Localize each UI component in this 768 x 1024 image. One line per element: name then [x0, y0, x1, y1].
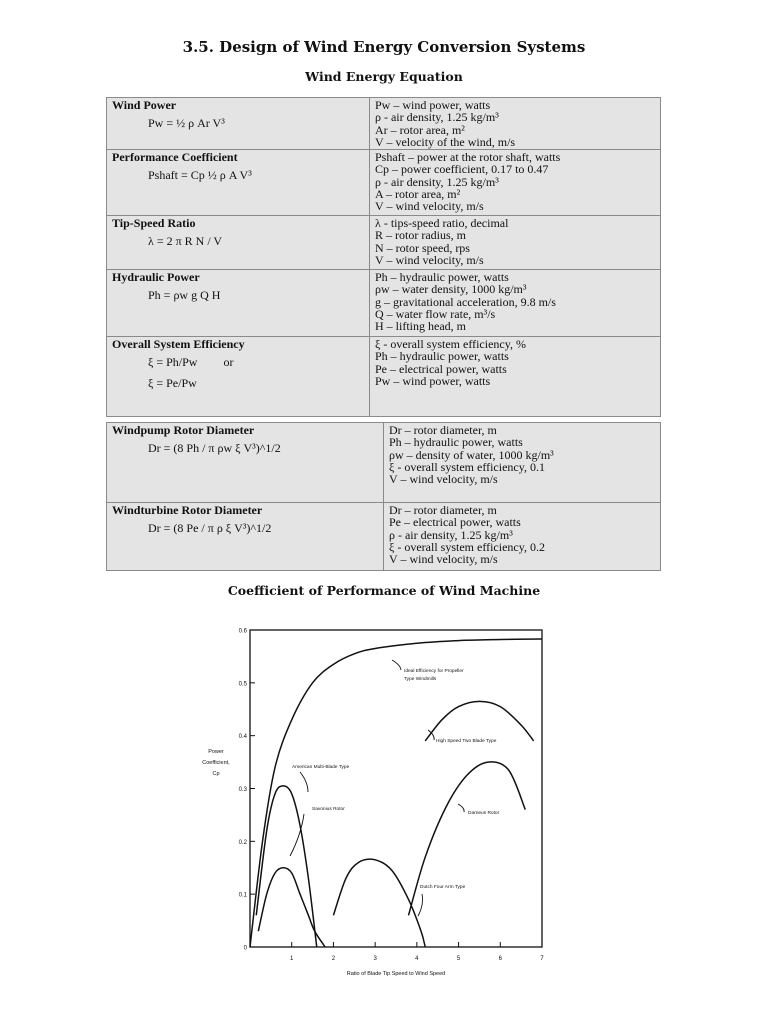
- equation-row: [107, 270, 661, 337]
- variable-definition: Ar – rotor area, m²: [375, 122, 465, 137]
- equation-formula-cell: [107, 98, 370, 150]
- formula-text: Dr = (8 Ph / π ρw ξ V³)^1/2: [148, 441, 281, 456]
- y-tick-label: 0.2: [238, 839, 247, 846]
- equation-formula: [112, 442, 378, 454]
- formula-text: Dr = (8 Pe / π ρ ξ V³)^1/2: [148, 521, 272, 536]
- equation-formula: [112, 356, 364, 368]
- equation-row: [107, 423, 661, 503]
- variable-definition: Ph – hydraulic power, watts: [375, 270, 509, 285]
- formula-text: ξ = Pe/Pw: [148, 375, 197, 390]
- equation-formula-cell: [107, 216, 370, 270]
- variable-definition: V – wind velocity, m/s: [389, 472, 498, 487]
- equation-row: [107, 98, 661, 150]
- chart-annotation: American Multi-Blade Type: [292, 765, 350, 770]
- wind-equation-table: [106, 97, 661, 417]
- variable-definition: Ph – hydraulic power, watts: [389, 435, 523, 450]
- equation-definitions-cell: [370, 98, 661, 150]
- equation-title: Wind Power: [112, 98, 177, 112]
- variable-definition: Pshaft – power at the rotor shaft, watts: [375, 150, 561, 165]
- annotation-leader: [392, 660, 401, 670]
- formula-or-text: or: [223, 355, 234, 370]
- annotation-leader: [300, 772, 308, 792]
- equation-title: Windpump Rotor Diameter: [112, 423, 255, 437]
- formula-text: Pw = ½ ρ Ar V³: [148, 116, 225, 131]
- equation-definitions-cell: [370, 270, 661, 337]
- x-axis-label: Ratio of Blade Tip Speed to Wind Speed: [346, 971, 446, 977]
- variable-definition: V – wind velocity, m/s: [375, 199, 484, 214]
- page-title: 3.5. Design of Wind Energy Conversion Systems: [182, 38, 586, 56]
- annotation-leader: [418, 894, 423, 916]
- x-tick-label: 6: [498, 956, 502, 962]
- y-tick-label: 0.4: [238, 734, 247, 741]
- equation-definitions-cell: [370, 337, 661, 417]
- y-axis-label: Coefficient,: [202, 760, 230, 766]
- equation-formula-cell: [107, 270, 370, 337]
- variable-definition: ξ - overall system efficiency, %: [375, 337, 526, 352]
- equation-formula: [112, 117, 364, 129]
- variable-definition: Dr – rotor diameter, m: [389, 423, 497, 437]
- chart-section-heading: Coefficient of Performance of Wind Machine: [227, 583, 541, 598]
- variable-definition: Cp – power coefficient, 0.17 to 0.47: [375, 162, 549, 177]
- equation-formula: [112, 289, 364, 301]
- series-line: [256, 786, 316, 947]
- equation-formula-cell: [107, 423, 384, 503]
- variable-definition: V – wind velocity, m/s: [375, 253, 484, 268]
- chart-annotation: Savonius Rotor: [312, 807, 345, 812]
- x-tick-label: 4: [415, 956, 419, 962]
- variable-definition: A – rotor area, m²: [375, 187, 461, 202]
- equation-formula: [112, 377, 364, 389]
- x-tick-label: 1: [290, 956, 294, 962]
- y-tick-label: 0.6: [238, 628, 247, 635]
- variable-definition: ξ - overall system efficiency, 0.1: [389, 459, 545, 474]
- equation-title: Performance Coefficient: [112, 150, 238, 165]
- equation-row: [107, 216, 661, 270]
- variable-definition: R – rotor radius, m: [375, 228, 466, 243]
- equation-title: Windturbine Rotor Diameter: [112, 503, 263, 517]
- chart-annotation: Darrieus Rotor: [468, 811, 500, 816]
- y-axis-label: Cp: [212, 771, 220, 777]
- equation-definitions-cell: [370, 216, 661, 270]
- equation-row: [107, 150, 661, 216]
- variable-definition: λ - tips-speed ratio, decimal: [375, 216, 509, 231]
- series-line: [409, 762, 526, 915]
- y-tick-label: 0.1: [238, 892, 247, 899]
- plot-frame: [250, 630, 542, 947]
- variable-definition: V – velocity of the wind, m/s: [375, 134, 516, 149]
- equation-formula-cell: [107, 503, 384, 571]
- formula-text: ξ = Ph/Pw: [148, 355, 198, 370]
- variable-definition: Ph – hydraulic power, watts: [375, 349, 509, 364]
- x-tick-label: 7: [540, 956, 544, 962]
- chart-annotation: Type Windmills: [404, 677, 437, 682]
- equation-definitions-cell: [384, 423, 661, 503]
- variable-definition: Q – water flow rate, m³/s: [375, 307, 496, 322]
- formula-text: Pshaft = Cp ½ ρ A V³: [148, 168, 252, 183]
- chart-annotation: Ideal Efficiency for Propeller: [404, 669, 464, 674]
- variable-definition: Pw – wind power, watts: [375, 374, 491, 389]
- equation-title: Overall System Efficiency: [112, 337, 245, 352]
- equation-title: Tip-Speed Ratio: [112, 216, 196, 231]
- equation-definitions-cell: [370, 150, 661, 216]
- variable-definition: Dr – rotor diameter, m: [389, 503, 497, 517]
- annotation-leader: [458, 804, 464, 812]
- variable-definition: V – wind velocity, m/s: [389, 552, 498, 567]
- y-tick-label: 0.5: [238, 681, 247, 688]
- equation-title: Hydraulic Power: [112, 270, 200, 285]
- variable-definition: H – lifting head, m: [375, 319, 466, 334]
- variable-definition: ξ - overall system efficiency, 0.2: [389, 539, 545, 554]
- y-axis-label: Power: [208, 749, 224, 755]
- series-line: [425, 701, 533, 741]
- formula-text: Ph = ρw g Q H: [148, 288, 221, 303]
- rotor-diameter-table: [106, 422, 661, 571]
- y-tick-label: 0.3: [238, 787, 247, 793]
- variable-definition: ρw – density of water, 1000 kg/m³: [389, 447, 554, 462]
- x-tick-label: 5: [456, 956, 461, 962]
- equation-definitions-cell: [384, 503, 661, 571]
- chart-svg: [196, 618, 572, 988]
- chart-annotation: High Speed Two Blade Type: [436, 739, 497, 744]
- equation-row: [107, 503, 661, 571]
- equation-formula: [112, 235, 364, 247]
- variable-definition: g – gravitational acceleration, 9.8 m/s: [375, 294, 556, 309]
- y-tick-label: 0: [243, 945, 247, 952]
- equation-formula-cell: [107, 150, 370, 216]
- variable-definition: ρ - air density, 1.25 kg/m³: [389, 527, 513, 542]
- equation-section-heading: Wind Energy Equation: [305, 69, 463, 84]
- equation-formula-cell: [107, 337, 370, 417]
- variable-definition: Pe – electrical power, watts: [389, 515, 521, 530]
- formula-text: λ = 2 π R N / V: [148, 234, 223, 249]
- series-line: [250, 639, 542, 947]
- equation-row: [107, 337, 661, 417]
- variable-definition: ρw – water density, 1000 kg/m³: [375, 282, 527, 297]
- x-tick-label: 3: [373, 956, 377, 962]
- variable-definition: ρ - air density, 1.25 kg/m³: [375, 174, 499, 189]
- equation-formula: [112, 169, 364, 181]
- variable-definition: Pe – electrical power, watts: [375, 361, 507, 376]
- variable-definition: Pw – wind power, watts: [375, 98, 491, 112]
- chart-annotation: Dutch Four Arm Type: [420, 885, 466, 890]
- x-tick-label: 2: [331, 956, 336, 962]
- performance-coefficient-chart: [196, 618, 572, 988]
- variable-definition: N – rotor speed, rps: [375, 240, 470, 255]
- equation-formula: [112, 522, 378, 534]
- variable-definition: ρ - air density, 1.25 kg/m³: [375, 110, 499, 125]
